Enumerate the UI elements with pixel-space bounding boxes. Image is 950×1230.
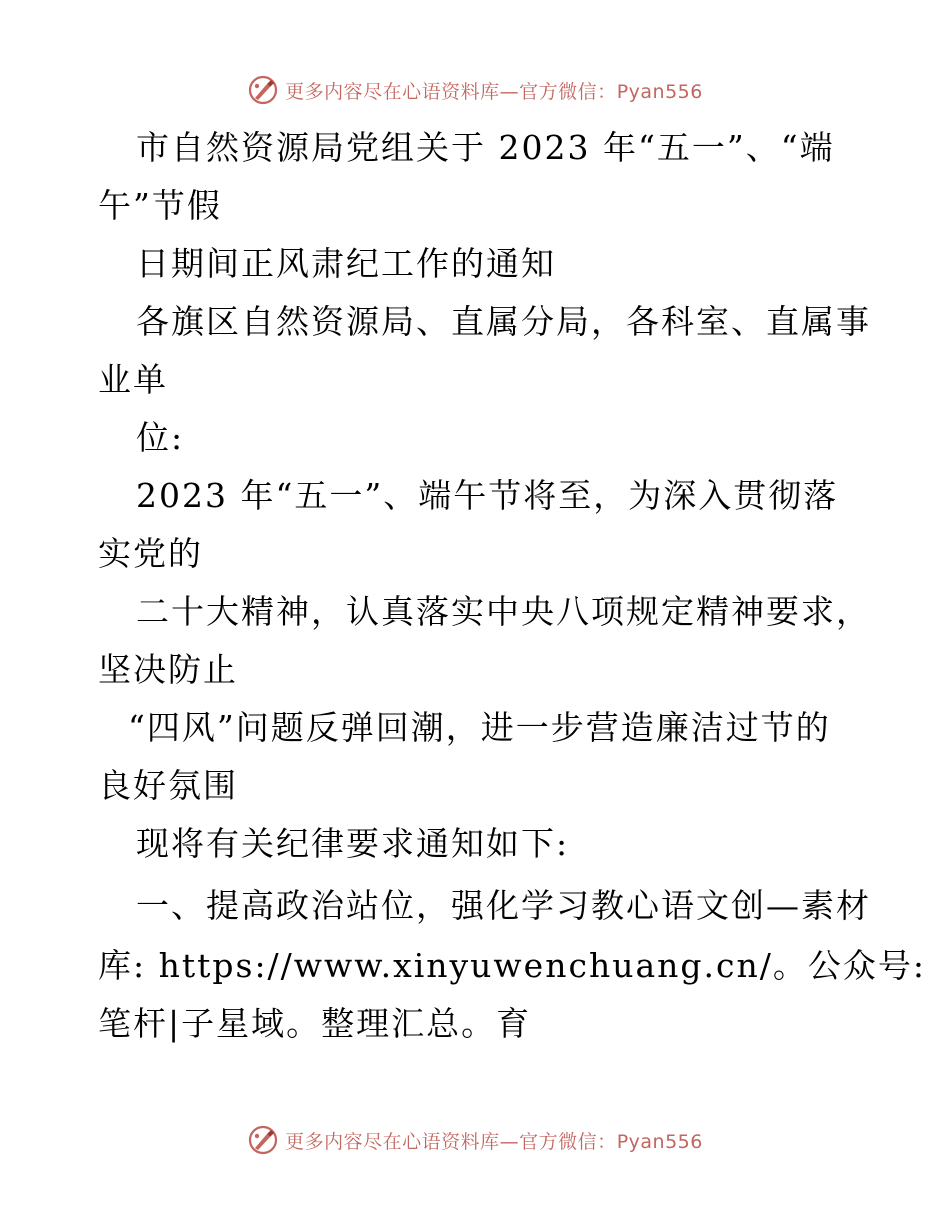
doc-section-heading: 一、提高政治站位，强化学习教心语文创—素材 bbox=[136, 886, 871, 925]
doc-paragraph-line: 2023 年“五一”、端午节将至，为深入贯彻落 bbox=[136, 476, 839, 515]
pen-seal-icon bbox=[247, 74, 279, 106]
footer-banner-text: 更多内容尽在心语资料库—官方微信：Pyan556 bbox=[285, 1130, 703, 1153]
doc-recipient-line-1: 各旗区自然资源局、直属分局，各科室、直属事 bbox=[136, 302, 871, 341]
doc-title-line-2: 午”节假 bbox=[98, 186, 222, 225]
doc-paragraph-line: 实党的 bbox=[98, 534, 203, 573]
doc-paragraph-line: 库: https://www.xinyuwenchuang.cn/。公众号: bbox=[98, 946, 926, 985]
doc-paragraph-line: 现将有关纪律要求通知如下: bbox=[136, 824, 570, 863]
pen-seal-icon bbox=[247, 1124, 279, 1156]
doc-title-line-3: 日期间正风肃纪工作的通知 bbox=[136, 244, 556, 283]
doc-recipient-line-2: 业单 bbox=[98, 360, 168, 399]
footer-watermark-banner bbox=[0, 1123, 950, 1157]
doc-paragraph-line: 坚决防止 bbox=[98, 650, 238, 689]
doc-paragraph-line: 二十大精神，认真落实中央八项规定精神要求， bbox=[136, 592, 871, 631]
header-banner-text: 更多内容尽在心语资料库—官方微信：Pyan556 bbox=[285, 80, 703, 103]
doc-recipient-line-3: 位: bbox=[136, 418, 185, 457]
header-watermark-banner bbox=[0, 73, 950, 107]
doc-paragraph-line: 笔杆|子星域。整理汇总。育 bbox=[98, 1004, 532, 1043]
doc-paragraph-line: 良好氛围 bbox=[98, 766, 238, 805]
doc-paragraph-line: “四风”问题反弹回潮，进一步营造廉洁过节的 bbox=[128, 708, 831, 747]
doc-title-line-1: 市自然资源局党组关于 2023 年“五一”、“端 bbox=[136, 128, 835, 167]
